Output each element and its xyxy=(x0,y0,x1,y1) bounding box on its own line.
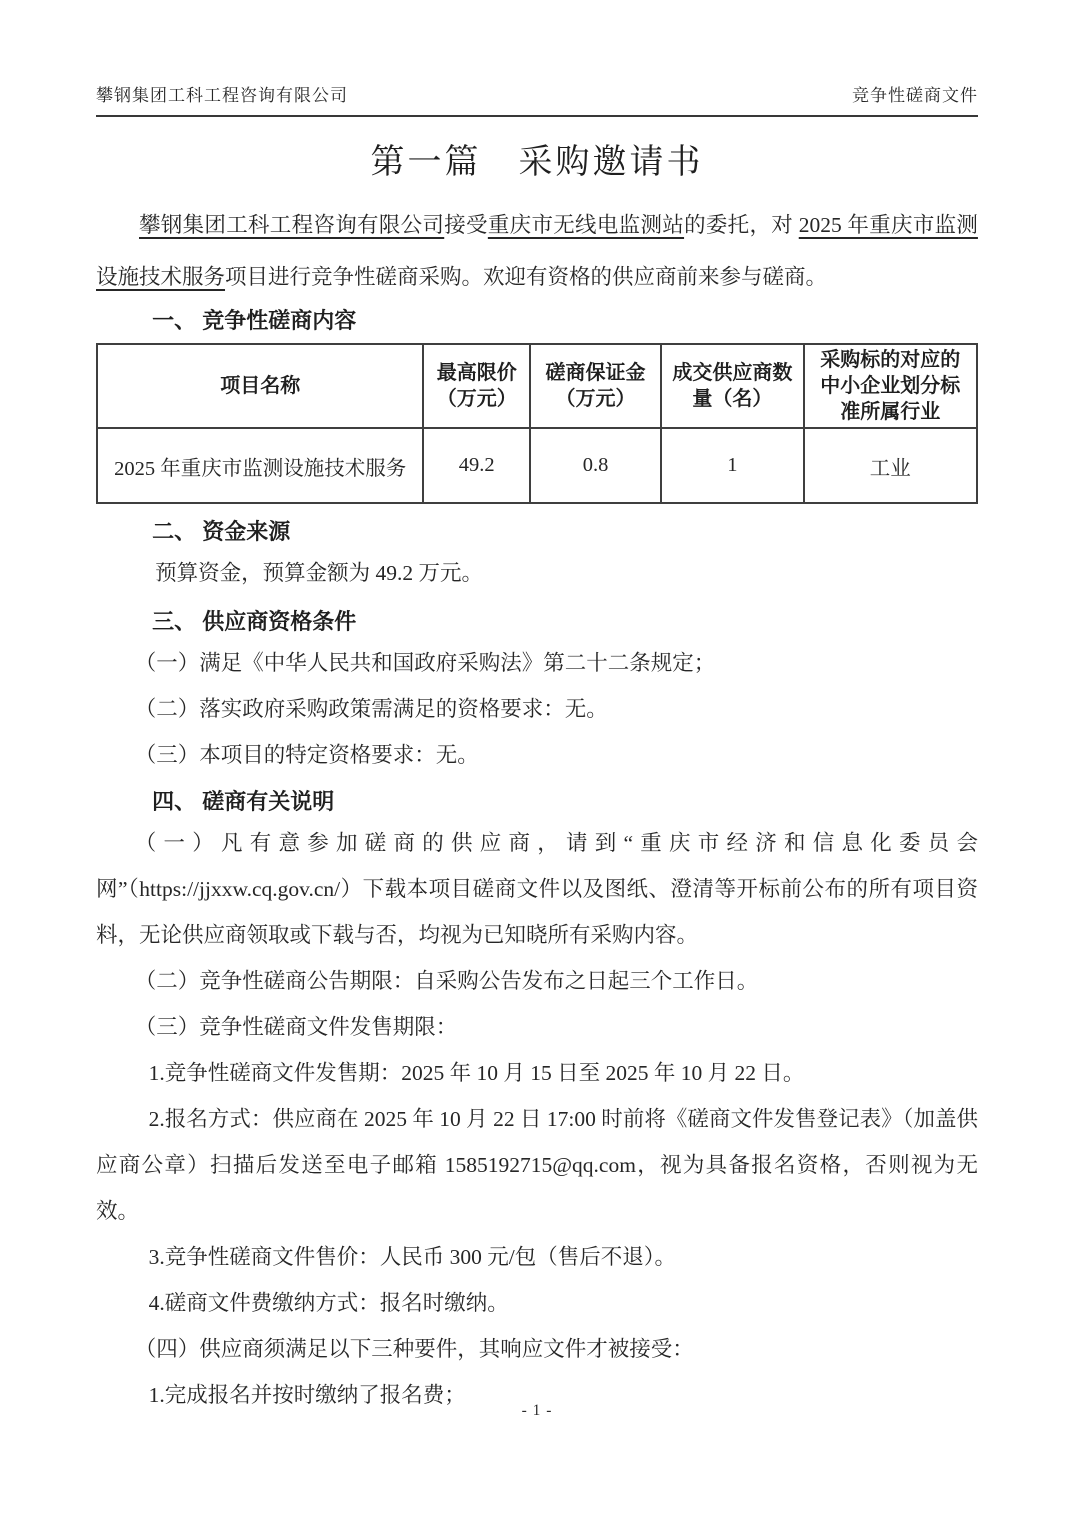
qualification-item-2: （二）落实政府采购政策需满足的资格要求：无。 xyxy=(134,697,608,721)
plain-text: 的委托，对 xyxy=(684,213,799,237)
section-heading-1: 一、 竞争性磋商内容 xyxy=(152,308,357,333)
col-header-industry-category: 采购标的对应的中小企业划分标准所属行业 xyxy=(804,344,977,428)
table-row xyxy=(97,428,977,503)
note-item-3-sub-2: 2.报名方式：供应商在 2025 年 10 月 22 日 17:00 时前将《磋商文件发售登记表》（加盖供应商公章）扫描后发送至电子邮箱 1585192715@qq.com，视为具备报名资格，否则视为无效。 xyxy=(96,1107,978,1223)
document-title: 第一篇 采购邀请书 xyxy=(370,144,704,181)
note-item-3: （三）竞争性磋商文件发售期限： xyxy=(134,1015,458,1039)
section-heading-3: 三、 供应商资格条件 xyxy=(152,609,357,634)
header-company-name: 攀钢集团工科工程咨询有限公司 xyxy=(96,86,348,105)
note-item-3-sub-3: 3.竞争性磋商文件售价：人民币 300 元/包（售后不退）。 xyxy=(148,1245,677,1269)
cell-project-name: 2025 年重庆市监测设施技术服务 xyxy=(97,428,423,503)
col-header-project-name: 项目名称 xyxy=(97,344,423,428)
page-header xyxy=(96,86,978,117)
qualification-item-1: （一）满足《中华人民共和国政府采购法》第二十二条规定； xyxy=(134,651,716,675)
section-heading-4: 四、 磋商有关说明 xyxy=(152,789,335,814)
col-header-deposit: 磋商保证金（万元） xyxy=(530,344,661,428)
note-item-3-sub-1: 1.竞争性磋商文件发售期：2025 年 10 月 15 日至 2025 年 10 月 22 日。 xyxy=(148,1061,805,1085)
cell-max-price: 49.2 xyxy=(423,428,529,503)
note-item-4: （四）供应商须满足以下三种要件，其响应文件才被接受： xyxy=(134,1337,694,1361)
note-item-2: （二）竞争性磋商公告期限：自采购公告发布之日起三个工作日。 xyxy=(134,969,759,993)
table-header-row xyxy=(97,344,977,428)
note-item-1: （一）凡有意参加磋商的供应商，请到“重庆市经济和信息化委员会网”（https://jjxxw.cq.gov.cn/）下载本项目磋商文件以及图纸、澄清等开标前公布的所有项目资料，无论供应商领取或下载与否，均视为已知晓所有采购内容。 xyxy=(96,831,978,947)
note-item-4-sub-1: 1.完成报名并按时缴纳了报名费； xyxy=(148,1383,466,1407)
underlined-text: 重庆市无线电监测站 xyxy=(487,213,685,237)
section-heading-2: 二、 资金来源 xyxy=(152,519,291,544)
page-number: - 1 - xyxy=(521,1402,553,1419)
qualification-item-3: （三）本项目的特定资格要求：无。 xyxy=(134,743,479,767)
procurement-content-table xyxy=(96,343,978,504)
col-header-supplier-count: 成交供应商数量（名） xyxy=(661,344,804,428)
col-header-max-price: 最高限价（万元） xyxy=(423,344,529,428)
header-document-type: 竞争性磋商文件 xyxy=(852,86,978,105)
plain-text: 项目进行竞争性磋商采购。欢迎有资格的供应商前来参与磋商。 xyxy=(225,265,828,289)
funding-source-paragraph: 预算资金，预算金额为 49.2 万元。 xyxy=(155,561,484,585)
cell-deposit: 0.8 xyxy=(530,428,661,503)
cell-supplier-count: 1 xyxy=(661,428,804,503)
intro-paragraph xyxy=(96,199,978,303)
underlined-text: 攀钢集团工科工程咨询有限公司 xyxy=(139,213,445,237)
underlined-text: 2025 年重庆市监测设施技术服务 xyxy=(96,213,978,289)
note-item-3-sub-4: 4.磋商文件费缴纳方式：报名时缴纳。 xyxy=(148,1291,509,1315)
plain-text: 接受 xyxy=(444,213,488,237)
cell-industry-category: 工业 xyxy=(804,428,977,503)
